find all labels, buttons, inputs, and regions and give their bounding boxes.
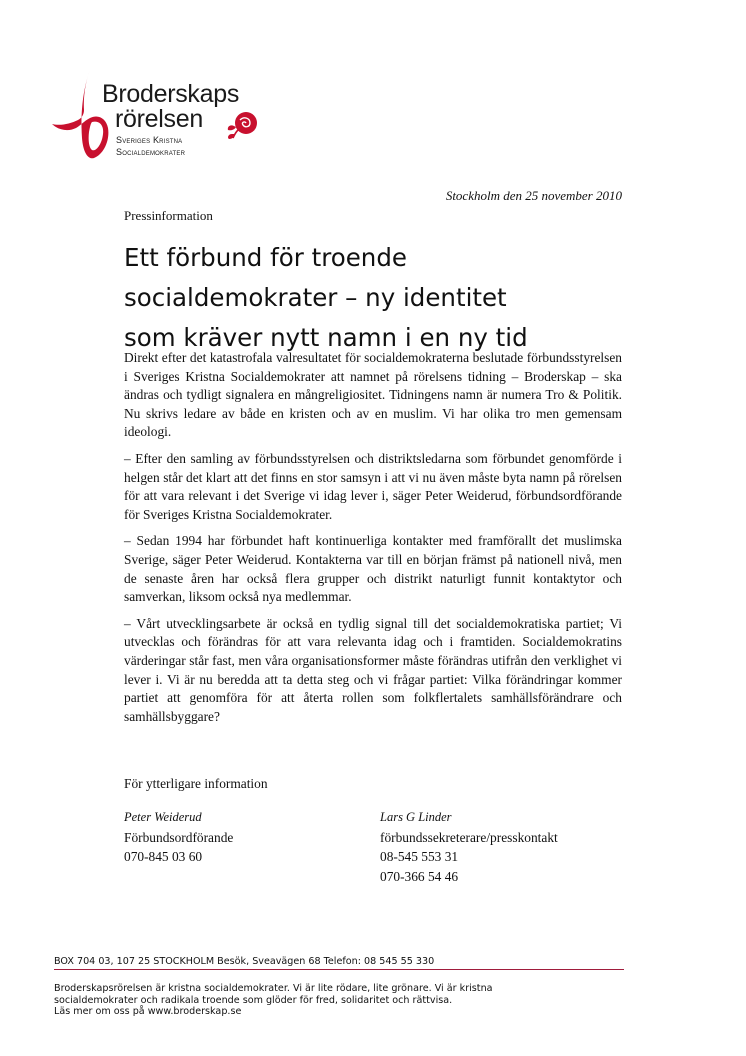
rose-icon <box>226 110 260 140</box>
contact-name: Lars G Linder <box>380 810 452 824</box>
contact-role: förbundssekreterare/presskontakt <box>380 829 558 845</box>
footer-line: Broderskapsrörelsen är kristna socialdemokrater. Vi är lite rödare, lite grönare. Vi är kristna <box>54 983 493 994</box>
body-paragraph: Direkt efter det katastrofala valresultatet för socialdemokraterna beslutade förbundsstyrelsen i Sveriges Kristna Socialdemokrater att namnet på rörelsens tidning – Broderskap – ska ändras och tydligt signalera en mångreligiositet. Tidningens namn är numera Tro & Politik. Nu skrivs ledare av både en kristen och av en muslim. Vi har olika tro men gemensam ideologi. <box>124 350 622 440</box>
body-paragraph: – Sedan 1994 har förbundet haft kontinuerliga kontakter med framförallt det muslimska Sverige, säger Peter Weiderud. Kontakterna var till en början främst på nationell nivå, men de senaste åren har också flera grupper och distrikt naturligt funnit kontaktytor och samverkan, liksom också nya medlemmar. <box>124 533 622 605</box>
contact-lars-g-linder <box>380 808 558 886</box>
body-paragraph: – Efter den samling av förbundsstyrelsen och distriktsledarna som förbundet genomförde i helgen står det klart att det finns en stor samsyn i att vi nu även måste byta namn på rörelsen för att vara relevant i det Sverige vi idag lever i, säger Peter Weiderud, förbundsordförande för Sveriges Kristna Socialdemokrater. <box>124 450 622 522</box>
contact-role: Förbundsordförande <box>124 829 234 845</box>
headline <box>124 238 624 358</box>
contact-phone: 070-366 54 46 <box>380 868 459 884</box>
contact-phone: 070-845 03 60 <box>124 849 203 864</box>
headline-line: Ett förbund för troende <box>124 243 407 272</box>
footer-divider <box>54 969 624 970</box>
document-date: Stockholm den 25 november 2010 <box>445 188 622 203</box>
footer-line: Läs mer om oss på www.broderskap.se <box>54 1006 242 1018</box>
logo-subtitle-1: Sveriges Kristna <box>116 135 183 145</box>
contact-peter-weiderud <box>124 808 233 867</box>
logo-text-line-2: rörelsen <box>115 105 203 133</box>
broderskap-logo <box>50 66 280 166</box>
logo-subtitle-2: Socialdemokrater <box>116 147 186 157</box>
contact-heading: För ytterligare information <box>124 776 268 791</box>
footer-address: BOX 704 03, 107 25 STOCKHOLM Besök, Sveavägen 68 Telefon: 08 545 55 330 <box>54 956 435 967</box>
footer-line: socialdemokrater och radikala troende som glöder för fred, solidaritet och rättvisa. <box>54 994 453 1006</box>
footer-text <box>54 983 614 1018</box>
headline-line: som kräver nytt namn i en ny tid <box>124 323 528 352</box>
document-label: Pressinformation <box>124 208 213 223</box>
body-text <box>124 349 622 734</box>
headline-line: socialdemokrater – ny identitet <box>124 283 507 312</box>
logo-text-line-1: Broderskaps <box>102 80 240 108</box>
body-paragraph: – Vårt utvecklingsarbete är också en tydlig signal till det socialdemokratiska partiet; Vi utvecklas och förändras för att vara relevanta idag och i framtiden. Socialdemokratins värderingar står fast, men våra organisationsformer måste förändras utifrån den verklighet vi lever i. Vi är nu beredda att ta detta steg och vi frågar partiet: Vilka förändringar kommer partiet att genomföra för att återta rollen som folkflertalets samhällsförändrare och samhällsbyggare? <box>124 615 622 724</box>
contact-name: Peter Weiderud <box>124 810 202 824</box>
contact-phone: 08-545 553 31 <box>380 849 459 864</box>
